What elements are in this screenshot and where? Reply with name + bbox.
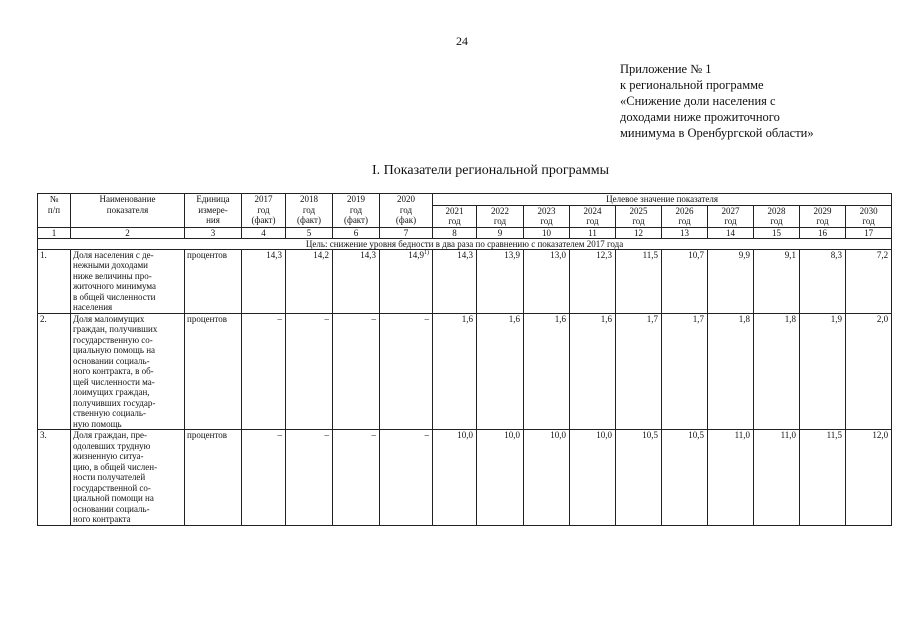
header-year-2020: 2020 год (фак) <box>380 194 433 228</box>
row-unit: процентов <box>185 249 242 313</box>
row-unit: процентов <box>185 313 242 430</box>
header-target-group: Целевое значение показателя <box>433 194 892 206</box>
row-target-value: 1,7 <box>662 313 708 430</box>
column-number: 1 <box>38 227 71 238</box>
row-target-value: 13,0 <box>524 249 570 313</box>
header-year-2017: 2017 год (факт) <box>242 194 286 228</box>
row-target-value: 1,6 <box>524 313 570 430</box>
row-target-value: 10,0 <box>433 430 477 526</box>
row-indicator-name: Доля населения с де- нежными доходами ниже величины про- житочного минимума в общей численности населения <box>71 249 185 313</box>
column-number: 6 <box>333 227 380 238</box>
appendix-line: доходами ниже прожиточного <box>620 110 780 124</box>
page-number: 24 <box>456 34 468 48</box>
header-target-year: 2027 год <box>708 205 754 227</box>
table-body <box>38 194 892 526</box>
column-number: 7 <box>380 227 433 238</box>
column-number: 13 <box>662 227 708 238</box>
row-target-value: 11,5 <box>800 430 846 526</box>
header-target-year: 2030 год <box>846 205 892 227</box>
column-number: 14 <box>708 227 754 238</box>
column-number: 9 <box>477 227 524 238</box>
row-number: 2. <box>38 313 71 430</box>
row-target-value: 8,3 <box>800 249 846 313</box>
column-number: 17 <box>846 227 892 238</box>
row-target-value: 7,2 <box>846 249 892 313</box>
row-fact-value: 14,3 <box>242 249 286 313</box>
row-fact-value: – <box>333 430 380 526</box>
row-number: 1. <box>38 249 71 313</box>
row-fact-value: – <box>380 430 433 526</box>
row-target-value: 12,0 <box>846 430 892 526</box>
appendix-line: к региональной программе <box>620 78 764 92</box>
row-target-value: 1,8 <box>754 313 800 430</box>
appendix-line: Приложение № 1 <box>620 62 712 76</box>
row-fact-value: – <box>286 430 333 526</box>
header-year-2018: 2018 год (факт) <box>286 194 333 228</box>
row-target-value: 11,5 <box>616 249 662 313</box>
goal-row <box>38 238 892 249</box>
header-target-year: 2022 год <box>477 205 524 227</box>
header-target-year: 2025 год <box>616 205 662 227</box>
row-target-value: 10,0 <box>570 430 616 526</box>
row-indicator-name: Доля граждан, пре- одолевших трудную жизненную ситуа- цию, в общей числен- ности получателей государственной со- циальной помощи на основании социаль- ного контракта <box>71 430 185 526</box>
table-row <box>38 313 892 430</box>
header-num: № п/п <box>38 194 71 228</box>
column-number: 2 <box>71 227 185 238</box>
row-number: 3. <box>38 430 71 526</box>
column-number: 5 <box>286 227 333 238</box>
row-unit: процентов <box>185 430 242 526</box>
row-target-value: 2,0 <box>846 313 892 430</box>
header-target-year: 2028 год <box>754 205 800 227</box>
row-target-value: 1,6 <box>433 313 477 430</box>
row-target-value: 1,7 <box>616 313 662 430</box>
appendix-line: минимума в Оренбургской области» <box>620 126 814 140</box>
row-target-value: 10,0 <box>524 430 570 526</box>
row-target-value: 10,7 <box>662 249 708 313</box>
header-target-year: 2029 год <box>800 205 846 227</box>
footnote-mark: 1) <box>424 249 429 256</box>
row-fact-value: 14,9$^{1)}$ <box>380 249 433 313</box>
column-number: 3 <box>185 227 242 238</box>
row-target-value: 1,6 <box>477 313 524 430</box>
column-number: 8 <box>433 227 477 238</box>
column-number: 16 <box>800 227 846 238</box>
row-fact-value: – <box>242 430 286 526</box>
row-target-value: 10,5 <box>616 430 662 526</box>
indicators-table <box>37 193 892 526</box>
row-fact-value: – <box>333 313 380 430</box>
column-number: 12 <box>616 227 662 238</box>
header-name: Наименование показателя <box>71 194 185 228</box>
row-fact-value: 14,3 <box>333 249 380 313</box>
table-row <box>38 249 892 313</box>
row-target-value: 10,0 <box>477 430 524 526</box>
appendix-line: «Снижение доли населения с <box>620 94 776 108</box>
column-number: 4 <box>242 227 286 238</box>
row-target-value: 11,0 <box>708 430 754 526</box>
goal-text: Цель: снижение уровня бедности в два раза по сравнению с показателем 2017 года <box>38 238 892 249</box>
column-number: 11 <box>570 227 616 238</box>
row-fact-value: 14,2 <box>286 249 333 313</box>
row-indicator-name: Доля малоимущих граждан, получивших государственную со- циальную помощь на основании социаль- ного контракта, в об- щей численности ма- лоимущих граждан, получивших государ- ственную социаль- ную помощь <box>71 313 185 430</box>
row-target-value: 1,6 <box>570 313 616 430</box>
row-target-value: 13,9 <box>477 249 524 313</box>
header-row <box>38 194 892 206</box>
row-target-value: 1,9 <box>800 313 846 430</box>
row-target-value: 11,0 <box>754 430 800 526</box>
table-row <box>38 430 892 526</box>
column-number-row <box>38 227 892 238</box>
row-fact-value: – <box>242 313 286 430</box>
row-target-value: 12,3 <box>570 249 616 313</box>
row-fact-value: – <box>286 313 333 430</box>
row-target-value: 9,9 <box>708 249 754 313</box>
header-target-year: 2023 год <box>524 205 570 227</box>
row-fact-value: – <box>380 313 433 430</box>
section-title: I. Показатели региональной программы <box>372 163 609 178</box>
header-target-year: 2026 год <box>662 205 708 227</box>
header-target-year: 2021 год <box>433 205 477 227</box>
column-number: 15 <box>754 227 800 238</box>
column-number: 10 <box>524 227 570 238</box>
header-unit: Единица измере- ния <box>185 194 242 228</box>
header-year-2019: 2019 год (факт) <box>333 194 380 228</box>
appendix-block <box>620 61 814 141</box>
row-target-value: 14,3 <box>433 249 477 313</box>
row-target-value: 10,5 <box>662 430 708 526</box>
header-target-year: 2024 год <box>570 205 616 227</box>
row-target-value: 1,8 <box>708 313 754 430</box>
row-target-value: 9,1 <box>754 249 800 313</box>
